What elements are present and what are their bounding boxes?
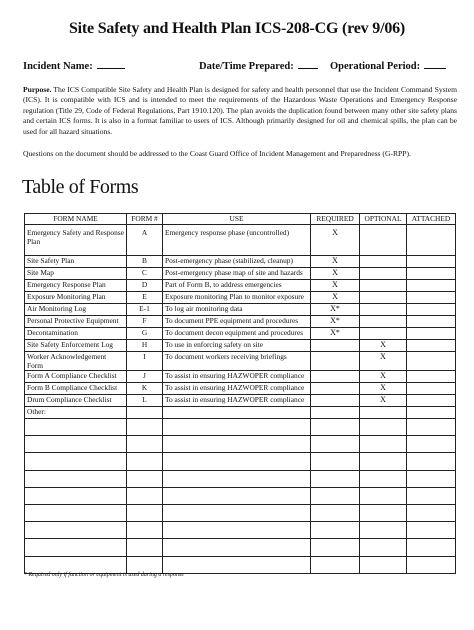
blank-cell[interactable] bbox=[311, 504, 360, 521]
attached-cell[interactable] bbox=[407, 292, 456, 304]
form-number-cell: K bbox=[127, 383, 163, 395]
blank-cell[interactable] bbox=[25, 539, 127, 556]
footnote: * Required only if function or equipment is used during a response bbox=[24, 572, 185, 578]
blank-cell[interactable] bbox=[360, 487, 407, 504]
optional-cell[interactable] bbox=[360, 225, 407, 256]
blank-cell[interactable] bbox=[25, 504, 127, 521]
blank-cell[interactable] bbox=[163, 453, 311, 470]
blank-cell[interactable] bbox=[163, 522, 311, 539]
blank-cell[interactable] bbox=[311, 539, 360, 556]
blank-cell[interactable] bbox=[163, 556, 311, 573]
form-number-cell: I bbox=[127, 352, 163, 371]
incident-name-field bbox=[23, 58, 125, 72]
required-cell[interactable] bbox=[311, 352, 360, 371]
form-name-cell: Worker Acknowledgement Form bbox=[25, 352, 127, 371]
purpose-label: Purpose. bbox=[23, 85, 52, 94]
form-use-cell: To use in enforcing safety on site bbox=[163, 340, 311, 352]
form-use-cell: Exposure monitoring Plan to monitor exposure bbox=[163, 292, 311, 304]
blank-cell[interactable] bbox=[25, 419, 127, 436]
attached-cell[interactable] bbox=[407, 407, 456, 419]
optional-cell[interactable] bbox=[360, 280, 407, 292]
blank-cell[interactable] bbox=[25, 556, 127, 573]
blank-cell[interactable] bbox=[311, 436, 360, 453]
blank-cell[interactable] bbox=[407, 487, 456, 504]
blank-cell[interactable] bbox=[127, 436, 163, 453]
form-use-cell: To document PPE equipment and procedures bbox=[163, 316, 311, 328]
attached-cell[interactable] bbox=[407, 328, 456, 340]
form-use-cell: To document workers receiving briefings bbox=[163, 352, 311, 371]
form-name-cell: Site Map bbox=[25, 268, 127, 280]
required-cell[interactable] bbox=[311, 407, 360, 419]
attached-cell[interactable] bbox=[407, 395, 456, 407]
optional-cell[interactable] bbox=[360, 328, 407, 340]
blank-cell[interactable] bbox=[360, 419, 407, 436]
required-cell[interactable]: X* bbox=[311, 328, 360, 340]
optional-cell[interactable] bbox=[360, 407, 407, 419]
blank-cell[interactable] bbox=[407, 470, 456, 487]
table-row bbox=[25, 225, 456, 256]
table-row bbox=[25, 280, 456, 292]
attached-cell[interactable] bbox=[407, 268, 456, 280]
form-number-cell: E bbox=[127, 292, 163, 304]
blank-cell[interactable] bbox=[311, 556, 360, 573]
datetime-input[interactable] bbox=[298, 58, 318, 69]
form-use-cell: To log air monitoring data bbox=[163, 304, 311, 316]
attached-cell[interactable] bbox=[407, 256, 456, 268]
table-row-blank bbox=[25, 453, 456, 470]
form-number-cell: H bbox=[127, 340, 163, 352]
form-name-cell: Emergency Safety and Response Plan bbox=[25, 225, 127, 256]
form-use-cell: To assist in ensuring HAZWOPER compliance bbox=[163, 383, 311, 395]
blank-cell[interactable] bbox=[311, 419, 360, 436]
table-row bbox=[25, 268, 456, 280]
incident-name-input[interactable] bbox=[97, 58, 125, 69]
purpose-paragraph bbox=[23, 85, 457, 137]
blank-cell[interactable] bbox=[407, 436, 456, 453]
attached-cell[interactable] bbox=[407, 225, 456, 256]
form-number-cell: L bbox=[127, 395, 163, 407]
blank-cell[interactable] bbox=[407, 504, 456, 521]
table-title: Table of Forms bbox=[22, 176, 139, 198]
blank-cell[interactable] bbox=[25, 470, 127, 487]
blank-cell[interactable] bbox=[407, 539, 456, 556]
form-name-cell: Form A Compliance Checklist bbox=[25, 371, 127, 383]
form-use-cell: To assist in ensuring HAZWOPER compliance bbox=[163, 371, 311, 383]
blank-cell[interactable] bbox=[407, 556, 456, 573]
form-use-cell: Part of Form B, to address emergencies bbox=[163, 280, 311, 292]
blank-cell[interactable] bbox=[25, 487, 127, 504]
required-cell[interactable] bbox=[311, 371, 360, 383]
optional-cell[interactable] bbox=[360, 268, 407, 280]
operational-period-label: Operational Period: bbox=[330, 61, 421, 72]
table-header-row bbox=[25, 214, 456, 225]
table-row bbox=[25, 292, 456, 304]
header-required: REQUIRED bbox=[311, 214, 360, 225]
form-number-cell: D bbox=[127, 280, 163, 292]
table-row bbox=[25, 256, 456, 268]
form-name-cell: Exposure Monitoring Plan bbox=[25, 292, 127, 304]
blank-cell[interactable] bbox=[163, 470, 311, 487]
form-number-cell: A bbox=[127, 225, 163, 256]
form-name-cell: Personal Protective Equipment bbox=[25, 316, 127, 328]
form-number-cell: J bbox=[127, 371, 163, 383]
blank-cell[interactable] bbox=[127, 522, 163, 539]
form-number-cell: B bbox=[127, 256, 163, 268]
form-number-cell[interactable] bbox=[127, 407, 163, 419]
blank-cell[interactable] bbox=[163, 487, 311, 504]
blank-cell[interactable] bbox=[127, 419, 163, 436]
other-label-cell: Other: bbox=[25, 407, 127, 419]
header-use: USE bbox=[163, 214, 311, 225]
table-row bbox=[25, 352, 456, 371]
form-use-cell: To document decon equipment and procedures bbox=[163, 328, 311, 340]
blank-cell[interactable] bbox=[360, 522, 407, 539]
blank-cell[interactable] bbox=[407, 522, 456, 539]
blank-cell[interactable] bbox=[127, 453, 163, 470]
blank-cell[interactable] bbox=[311, 487, 360, 504]
form-use-cell: To assist in ensuring HAZWOPER compliance bbox=[163, 395, 311, 407]
required-cell[interactable] bbox=[311, 340, 360, 352]
table-row-blank bbox=[25, 487, 456, 504]
blank-cell[interactable] bbox=[25, 453, 127, 470]
blank-cell[interactable] bbox=[311, 453, 360, 470]
form-number-cell: C bbox=[127, 268, 163, 280]
attached-cell[interactable] bbox=[407, 352, 456, 371]
table-row bbox=[25, 395, 456, 407]
forms-table bbox=[24, 213, 456, 574]
table-row bbox=[25, 304, 456, 316]
blank-cell[interactable] bbox=[25, 436, 127, 453]
header-form-number: FORM # bbox=[127, 214, 163, 225]
optional-cell[interactable] bbox=[360, 292, 407, 304]
attached-cell[interactable] bbox=[407, 316, 456, 328]
form-use-cell: Post-emergency phase map of site and hazards bbox=[163, 268, 311, 280]
purpose-text: The ICS Compatible Site Safety and Health Plan is designed for safety and health personnel that use the Incident Command System (ICS). It is compatible with ICS and is intended to meet the requirements of the Hazardous Waste Operations and Emergency Response regulation (Title 29, Code of Federal Regulations, Part 1910.120). The plan avoids the duplication found between many other site safety plans and certain ICS forms. It is also in a format familiar to users of ICS. Although primarily designed for oil and chemical spills, the plan can be used for all hazard situations. bbox=[23, 85, 457, 136]
header-attached: ATTACHED bbox=[407, 214, 456, 225]
header-form-name: FORM NAME bbox=[25, 214, 127, 225]
optional-cell[interactable]: X bbox=[360, 340, 407, 352]
operational-period-input[interactable] bbox=[424, 58, 446, 69]
table-row bbox=[25, 383, 456, 395]
operational-period-field bbox=[330, 58, 446, 72]
blank-cell[interactable] bbox=[127, 539, 163, 556]
attached-cell[interactable] bbox=[407, 280, 456, 292]
table-row-blank bbox=[25, 556, 456, 573]
table-row-other bbox=[25, 407, 456, 419]
optional-cell[interactable]: X bbox=[360, 395, 407, 407]
attached-cell[interactable] bbox=[407, 340, 456, 352]
attached-cell[interactable] bbox=[407, 383, 456, 395]
blank-cell[interactable] bbox=[127, 504, 163, 521]
datetime-label: Date/Time Prepared: bbox=[199, 61, 294, 72]
optional-cell[interactable] bbox=[360, 256, 407, 268]
required-cell[interactable]: X bbox=[311, 225, 360, 256]
table-row-blank bbox=[25, 436, 456, 453]
form-name-cell: Form B Compliance Checklist bbox=[25, 383, 127, 395]
blank-cell[interactable] bbox=[360, 504, 407, 521]
required-cell[interactable] bbox=[311, 395, 360, 407]
form-use-cell[interactable] bbox=[163, 407, 311, 419]
blank-cell[interactable] bbox=[163, 504, 311, 521]
form-number-cell: F bbox=[127, 316, 163, 328]
form-use-cell: Emergency response phase (uncontrolled) bbox=[163, 225, 311, 256]
table-row-blank bbox=[25, 470, 456, 487]
blank-cell[interactable] bbox=[360, 470, 407, 487]
blank-cell[interactable] bbox=[25, 522, 127, 539]
form-name-cell: Site Safety Enforcement Log bbox=[25, 340, 127, 352]
required-cell[interactable]: X bbox=[311, 256, 360, 268]
blank-cell[interactable] bbox=[311, 470, 360, 487]
form-name-cell: Air Monitoring Log bbox=[25, 304, 127, 316]
blank-cell[interactable] bbox=[127, 470, 163, 487]
blank-cell[interactable] bbox=[407, 453, 456, 470]
blank-cell[interactable] bbox=[360, 453, 407, 470]
required-cell[interactable]: X bbox=[311, 280, 360, 292]
optional-cell[interactable]: X bbox=[360, 352, 407, 371]
blank-cell[interactable] bbox=[407, 419, 456, 436]
optional-cell[interactable] bbox=[360, 304, 407, 316]
blank-cell[interactable] bbox=[311, 522, 360, 539]
required-cell[interactable]: X* bbox=[311, 316, 360, 328]
form-name-cell: Drum Compliance Checklist bbox=[25, 395, 127, 407]
form-number-cell: E-1 bbox=[127, 304, 163, 316]
required-cell[interactable]: X* bbox=[311, 304, 360, 316]
table-row bbox=[25, 340, 456, 352]
blank-cell[interactable] bbox=[127, 487, 163, 504]
table-row-blank bbox=[25, 522, 456, 539]
blank-cell[interactable] bbox=[163, 436, 311, 453]
questions-note: Questions on the document should be addressed to the Coast Guard Office of Incident Management and Preparedness (G-RPP). bbox=[23, 149, 411, 158]
form-number-cell: G bbox=[127, 328, 163, 340]
attached-cell[interactable] bbox=[407, 304, 456, 316]
optional-cell[interactable]: X bbox=[360, 371, 407, 383]
required-cell[interactable]: X bbox=[311, 268, 360, 280]
blank-cell[interactable] bbox=[163, 539, 311, 556]
table-row bbox=[25, 328, 456, 340]
header-optional: OPTIONAL bbox=[360, 214, 407, 225]
form-use-cell: Post-emergency phase (stabilized, cleanup) bbox=[163, 256, 311, 268]
blank-cell[interactable] bbox=[360, 436, 407, 453]
form-name-cell: Decontamination bbox=[25, 328, 127, 340]
blank-cell[interactable] bbox=[127, 556, 163, 573]
required-cell[interactable] bbox=[311, 383, 360, 395]
blank-cell[interactable] bbox=[163, 419, 311, 436]
page-title: Site Safety and Health Plan ICS-208-CG (rev 9/06) bbox=[68, 20, 406, 37]
table-row-blank bbox=[25, 504, 456, 521]
optional-cell[interactable] bbox=[360, 316, 407, 328]
blank-cell[interactable] bbox=[360, 539, 407, 556]
form-name-cell: Site Safety Plan bbox=[25, 256, 127, 268]
form-name-cell: Emergency Response Plan bbox=[25, 280, 127, 292]
incident-name-label: Incident Name: bbox=[23, 61, 93, 72]
optional-cell[interactable]: X bbox=[360, 383, 407, 395]
datetime-field bbox=[199, 58, 318, 72]
attached-cell[interactable] bbox=[407, 371, 456, 383]
blank-cell[interactable] bbox=[360, 556, 407, 573]
required-cell[interactable]: X bbox=[311, 292, 360, 304]
table-row bbox=[25, 316, 456, 328]
table-row-blank bbox=[25, 419, 456, 436]
table-row bbox=[25, 371, 456, 383]
table-row-blank bbox=[25, 539, 456, 556]
